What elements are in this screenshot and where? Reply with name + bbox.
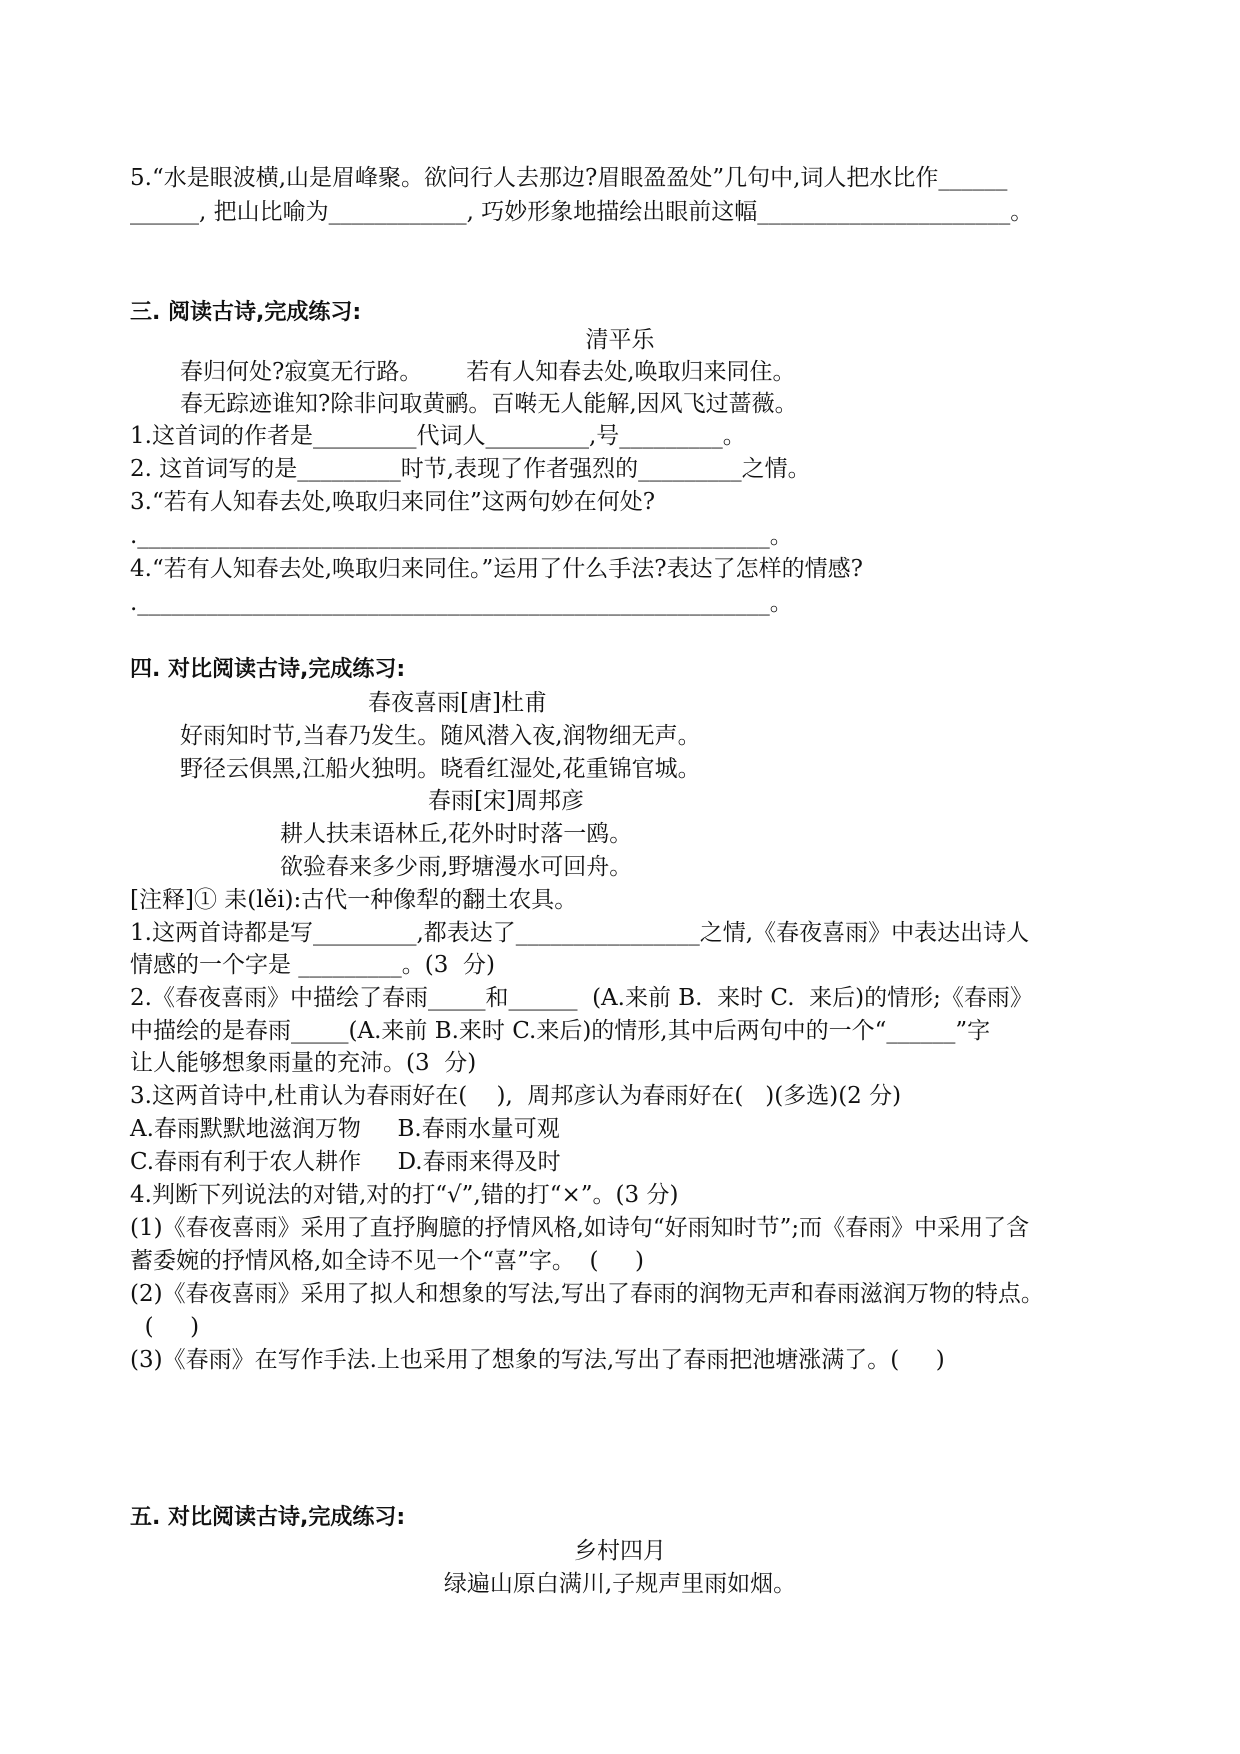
statement-1-cont: 蓄委婉的抒情风格,如全诗不见一个“喜”字。 ( ) [130,1248,644,1274]
options-ab: A.春雨默默地滋润万物 B.春雨水量可观 [130,1116,560,1142]
poem-line: 绿遍山原白满川,子规声里雨如烟。 [443,1571,797,1597]
statement-1: (1)《春夜喜雨》采用了直抒胸臆的抒情风格,如诗句“好雨知时节”;而《春雨》中采用了含 [130,1215,1030,1241]
poem-line: 耕人扶耒语林丘,花外时时落一鸥。 [280,821,633,847]
section-3-heading: 三. 阅读古诗,完成练习: [130,300,362,325]
poem-line: 好雨知时节,当春乃发生。随风潜入夜,润物细无声。 [180,723,701,749]
question-4-4: 4.判断下列说法的对错,对的打“√”,错的打“×”。(3 分) [130,1182,679,1208]
question-4-2-cont: 中描绘的是春雨_____(A.来前 B.来时 C.来后)的情形,其中后两句中的一个“______”字 [130,1018,991,1044]
statement-2-cont: ( ) [130,1314,200,1340]
poem-title-xiangcunsiyue: 乡村四月 [574,1538,666,1564]
answer-line-3-4: ._______________________________________________________。 [130,590,793,616]
poem-line: 欲验春来多少雨,野塘漫水可回舟。 [280,854,633,880]
section-5-heading: 五. 对比阅读古诗,完成练习: [130,1505,406,1530]
question-4-2: 2.《春夜喜雨》中描绘了春雨_____和______ (A.来前 B. 来时 C. 来后)的情形;《春雨》 [130,985,1033,1011]
question-3-1: 1.这首词的作者是_________代词人_________,号_________。 [130,423,746,449]
poem-line: 春无踪迹谁知?除非问取黄鹂。百啭无人能解,因风飞过蔷薇。 [180,391,798,417]
statement-3: (3)《春雨》在写作手法.上也采用了想象的写法,写出了春雨把池塘涨满了。( ) [130,1347,945,1373]
statement-2: (2)《春夜喜雨》采用了拟人和想象的写法,写出了春雨的润物无声和春雨滋润万物的特点。 [130,1281,1044,1307]
poem-line: 春归何处?寂寞无行路。 若有人知春去处,唤取归来同住。 [180,359,796,385]
options-cd: C.春雨有利于农人耕作 D.春雨来得及时 [130,1149,561,1175]
poem-title-qingpingle: 清平乐 [585,327,655,353]
poem-line: 野径云俱黑,江船火独明。晓看红湿处,花重锦官城。 [180,756,701,782]
question-3-3: 3.“若有人知春去处,唤取归来同住”这两句妙在何处? [130,489,656,515]
poem-title-chunyexiyu: 春夜喜雨[唐]杜甫 [368,690,547,716]
question-4-3: 3.这两首诗中,杜甫认为春雨好在( ), 周邦彦认为春雨好在( )(多选)(2 分) [130,1083,902,1109]
question-3-4: 4.“若有人知春去处,唤取归来同住。”运用了什么手法?表达了怎样的情感? [130,556,863,582]
question-4-2-cont: 让人能够想象雨量的充沛。(3 分) [130,1050,477,1076]
answer-line-3-3: ._______________________________________________________。 [130,523,793,549]
poem-title-chunyu: 春雨[宋]周邦彦 [428,788,584,814]
question-5-line-1: 5.“水是眼波横,山是眉峰聚。欲问行人去那边?眉眼盈盈处”几句中,词人把水比作______ [130,165,1008,191]
question-3-2: 2. 这首词写的是_________时节,表现了作者强烈的_________之情。 [130,456,811,482]
question-4-1-cont: 情感的一个字是 _________。(3 分) [130,952,496,978]
section-4-heading: 四. 对比阅读古诗,完成练习: [130,657,406,682]
annotation: [注释]① 耒(lěi):古代一种像犁的翻土农具。 [130,887,578,913]
question-4-1: 1.这两首诗都是写_________,都表达了________________之情,《春夜喜雨》中表达出诗人 [130,920,1030,946]
question-5-line-2: ______, 把山比喻为____________, 巧妙形象地描绘出眼前这幅______________________。 [130,199,1034,225]
